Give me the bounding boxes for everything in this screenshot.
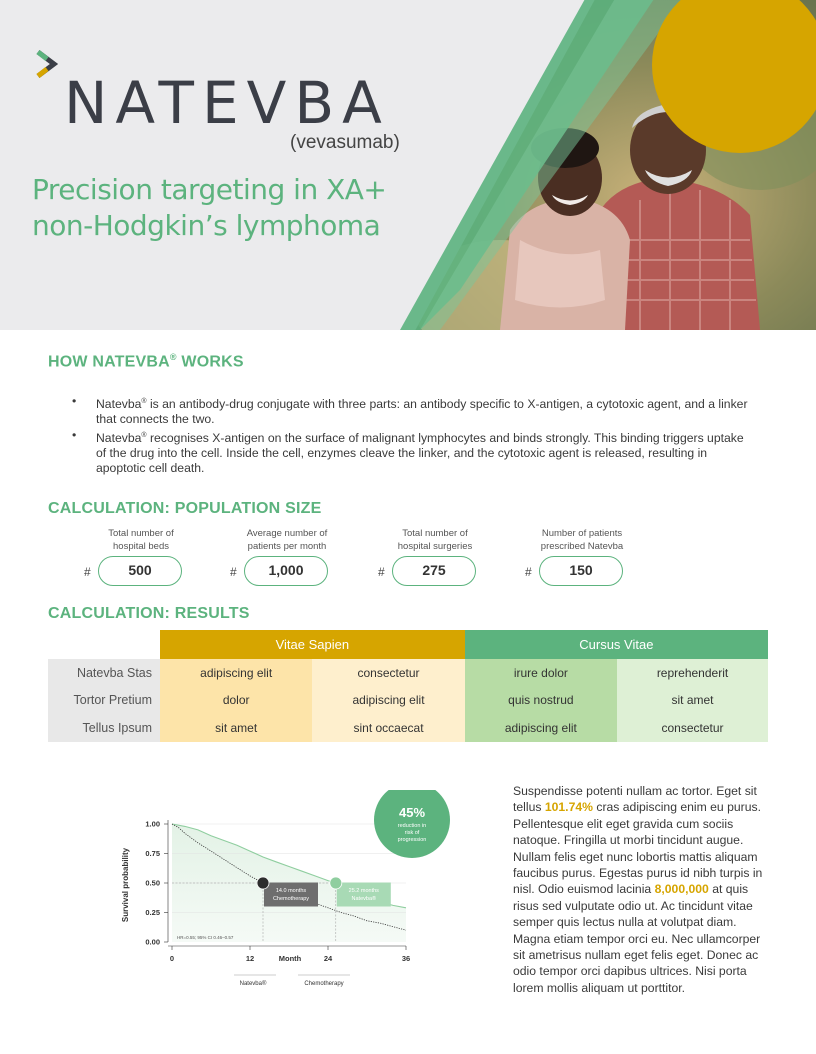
- row-label: Natevba Stas: [48, 659, 160, 687]
- badge-line: progression: [397, 837, 427, 843]
- table-cell: adipiscing elit: [465, 714, 617, 742]
- hash-symbol: #: [230, 565, 237, 579]
- table-cell: sit amet: [160, 714, 312, 742]
- y-tick-label: 0.50: [145, 878, 160, 888]
- table-cell: consectetur: [617, 714, 768, 742]
- population-item-prescribed: [525, 527, 675, 589]
- table-row: [48, 687, 768, 715]
- x-tick-label: 36: [401, 954, 411, 963]
- y-axis-label: Survival probability: [121, 847, 130, 923]
- callout-text: 25.2 months: [348, 888, 379, 894]
- population-value-pill[interactable]: 150: [539, 556, 623, 586]
- population-label: Total number of hospital beds: [108, 528, 174, 552]
- table-header-row: [48, 630, 768, 659]
- population-heading: CALCULATION: POPULATION SIZE: [48, 500, 322, 517]
- x-tick-label: 12: [245, 954, 255, 963]
- table-cell: irure dolor: [465, 659, 617, 687]
- population-item-patients: [230, 527, 380, 589]
- hash-symbol: #: [378, 565, 385, 579]
- population-value-pill[interactable]: 500: [98, 556, 182, 586]
- page-title: [32, 172, 386, 245]
- badge-line: risk of: [404, 830, 420, 836]
- generic-name: (vevasumab): [290, 132, 400, 153]
- y-tick-label: 0.25: [145, 908, 160, 917]
- body-paragraph: Suspendisse potenti nullam ac tortor. Eget sit tellus 101.74% cras adipiscing enim eu purus. Pellentesque elit eget gravida cum sociis natoque. Fringilla ut morbi tincidunt augue. Nullam felis eget nunc lobortis mattis aliquam faucibus purus. Egestas purus id nibh turpis in nisl. Odio euismod lacinia 8,000,000 at quis risus sed vulputate odio ut. Ac tincidunt vitae semper quis lectus nulla at volutpat diam. Magna etiam tempor orci eu. Nec ullamcorper sit ametrisus nullam eget felis eget. Donec ac odio tempor orci dapibus ultrices. Nisi porta lorem mollis aliquam ut porttitor.: [513, 784, 763, 995]
- marker-chemotherapy: [257, 877, 269, 889]
- couple-photo: [0, 0, 816, 330]
- y-tick-label: 1.00: [145, 819, 160, 829]
- results-heading: CALCULATION: RESULTS: [48, 605, 250, 622]
- table-cell: sit amet: [617, 687, 768, 715]
- population-value-pill[interactable]: 275: [392, 556, 476, 586]
- y-tick-label: 0.00: [145, 937, 160, 947]
- table-row: [48, 659, 768, 687]
- table-corner: [48, 630, 160, 659]
- how-it-works-heading: HOW NATEVBA® WORKS: [48, 352, 244, 371]
- row-label: Tellus Ipsum: [48, 714, 160, 742]
- list-item: • Natevba® recognises X-antigen on the surface of malignant lymphocytes and binds strongly. This binding triggers uptake of the drug into the cell. Inside the cell, enzymes cleave the linker, and the cytotoxic agent is released, resulting in apoptotic cell death.: [72, 428, 752, 476]
- group-header-vitae-sapien: Vitae Sapien: [160, 630, 465, 659]
- population-item-surgeries: [378, 527, 528, 589]
- callout-text: Natevba®: [351, 896, 377, 902]
- callout-natevba: [337, 883, 391, 907]
- x-axis-label: Month: [278, 954, 302, 963]
- marker-natevba: [330, 877, 342, 889]
- table-row: [48, 714, 768, 742]
- survival-chart: [110, 790, 460, 1000]
- brand-name: NATEVBA: [64, 69, 390, 137]
- table-cell: quis nostrud: [465, 687, 617, 715]
- risk-reduction-badge: [374, 790, 450, 858]
- hash-symbol: #: [84, 565, 91, 579]
- population-label: Average number of patients per month: [246, 528, 328, 552]
- x-tick-label: 24: [323, 954, 333, 963]
- hazard-ratio-text: HR=0.55; 95% CI 0.46–0.57: [177, 935, 234, 940]
- headline-line-2: non-Hodgkin’s lymphoma: [32, 209, 381, 243]
- highlight-stat: 8,000,000: [654, 882, 709, 897]
- table-cell: adipiscing elit: [160, 659, 312, 687]
- legend-item-chemotherapy: Chemotherapy: [304, 981, 344, 987]
- badge-line: reduction in: [397, 823, 427, 829]
- population-label: Number of patients prescribed Natevba: [540, 528, 624, 552]
- badge-value: 45%: [398, 805, 426, 820]
- list-item: • Natevba® is an antibody-drug conjugate with three parts: an antibody specific to X-antigen, a cytotoxic agent, and a linker that connects the two.: [72, 394, 752, 427]
- hero-banner: [0, 0, 816, 330]
- table-cell: reprehenderit: [617, 659, 768, 687]
- headline-line-1: Precision targeting in XA+: [32, 173, 387, 206]
- y-tick-label: 0.75: [145, 849, 160, 858]
- brand-chevron-icon: [36, 50, 58, 80]
- chart-legend: [234, 975, 350, 987]
- row-label: Tortor Pretium: [48, 687, 160, 715]
- table-cell: consectetur: [312, 659, 464, 687]
- callout-text: 14.0 months: [275, 888, 307, 894]
- how-it-works-list: [72, 394, 752, 477]
- table-cell: dolor: [160, 687, 312, 715]
- highlight-stat: 101.74%: [544, 800, 593, 815]
- table-cell: sint occaecat: [312, 714, 464, 742]
- callout-text: Chemotherapy: [272, 896, 310, 902]
- results-table: [48, 630, 768, 742]
- group-header-cursus-vitae: Cursus Vitae: [465, 630, 768, 659]
- callout-chemotherapy: [264, 883, 318, 907]
- population-label: Total number of hospital surgeries: [397, 528, 473, 552]
- table-cell: adipiscing elit: [312, 687, 464, 715]
- legend-item-natevba: Natevba®: [239, 981, 267, 987]
- x-tick-label: 0: [169, 954, 175, 963]
- hash-symbol: #: [525, 565, 532, 579]
- population-value-pill[interactable]: 1,000: [244, 556, 328, 586]
